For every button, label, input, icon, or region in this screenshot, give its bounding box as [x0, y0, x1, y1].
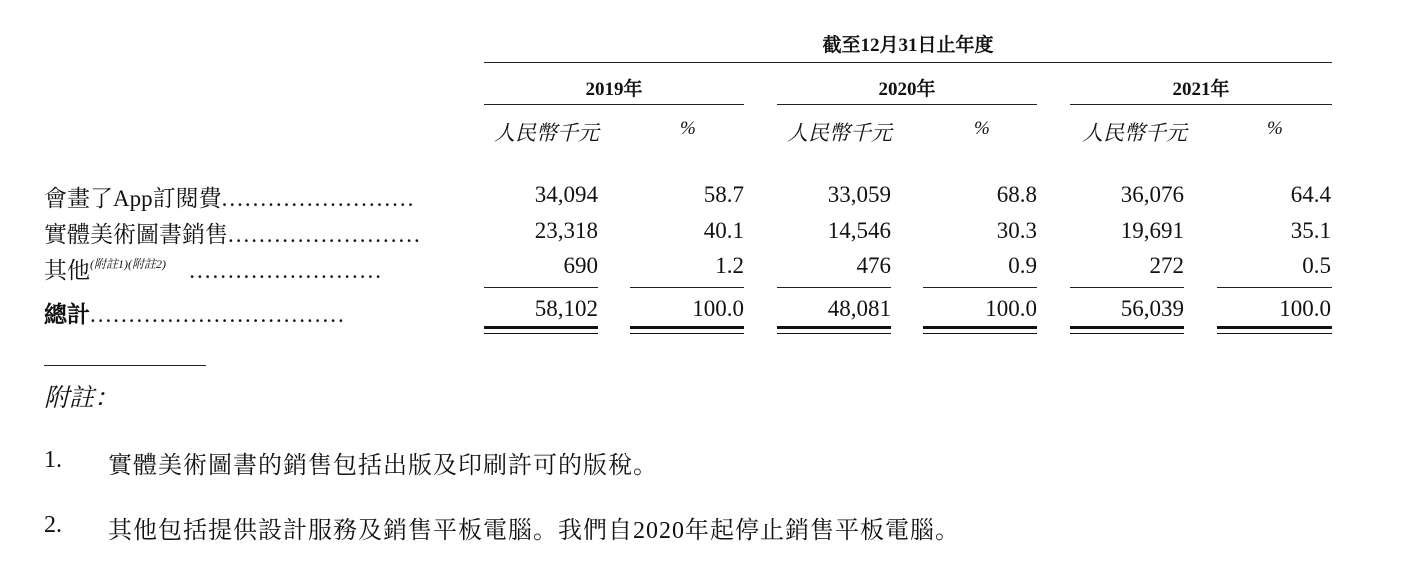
year-rule-2019: [484, 104, 744, 105]
pct-label-2021: %: [1267, 118, 1283, 139]
cell-total-2019-pct: 100.0: [692, 296, 744, 321]
cell-books-2019-amount: 23,318: [534, 218, 598, 243]
header-rule: [484, 62, 1332, 63]
notes-separator: [44, 365, 206, 366]
cell-total-2020-amount: 48,081: [827, 296, 891, 321]
row-note-other: (附註1)(附註2): [90, 257, 166, 271]
cell-other-2021-pct: 0.5: [1302, 253, 1331, 278]
cell-other-2019-amount: 690: [563, 253, 598, 278]
unit-label-2021: 人民幣千元: [1082, 121, 1187, 145]
period-header: 截至12月31日止年度: [822, 35, 994, 56]
cell-books-2019-pct: 40.1: [703, 218, 744, 243]
cell-sub-2021-pct: 64.4: [1290, 182, 1331, 207]
year-rule-2020: [777, 104, 1037, 105]
row-label-books: 實體美術圖書銷售.........................: [44, 222, 422, 247]
cell-total-2019-amount: 58,102: [534, 296, 598, 321]
cell-sub-2019-pct: 58.7: [703, 182, 744, 207]
year-header-2020: 2020年: [878, 79, 936, 100]
cell-other-2021-amount: 272: [1149, 253, 1184, 278]
total-double-rule: [1070, 326, 1184, 334]
pct-label-2019: %: [680, 118, 696, 139]
cell-total-2021-pct: 100.0: [1279, 296, 1331, 321]
total-double-rule: [1217, 326, 1332, 334]
cell-other-2019-pct: 1.2: [715, 253, 744, 278]
unit-label-2019: 人民幣千元: [494, 121, 599, 145]
note-2-number: 2.: [44, 512, 62, 538]
notes-title: 附註：: [44, 385, 120, 412]
unit-label-2020: 人民幣千元: [787, 121, 892, 145]
cell-sub-2020-pct: 68.8: [996, 182, 1037, 207]
cell-sub-2019-amount: 34,094: [534, 182, 598, 207]
pct-label-2020: %: [974, 118, 990, 139]
row-label-subscription: 會畫了App訂閱費.........................: [44, 186, 416, 211]
subtotal-rule: [923, 287, 1037, 288]
cell-sub-2021-amount: 36,076: [1120, 182, 1184, 207]
cell-books-2020-pct: 30.3: [996, 218, 1037, 243]
year-rule-2021: [1070, 104, 1332, 105]
year-header-2019: 2019年: [585, 79, 643, 100]
row-label-total: 總計.................................: [44, 302, 346, 327]
cell-books-2020-amount: 14,546: [827, 218, 891, 243]
year-header-2021: 2021年: [1172, 79, 1230, 100]
row-label-other: 其他$^{(附註1)(附註2)}$ .........................: [44, 257, 383, 283]
subtotal-rule: [1070, 287, 1184, 288]
subtotal-rule: [484, 287, 598, 288]
total-double-rule: [630, 326, 744, 334]
cell-books-2021-amount: 19,691: [1120, 218, 1184, 243]
cell-sub-2020-amount: 33,059: [827, 182, 891, 207]
cell-other-2020-pct: 0.9: [1008, 253, 1037, 278]
total-double-rule: [484, 326, 598, 334]
subtotal-rule: [630, 287, 744, 288]
cell-books-2021-pct: 35.1: [1290, 218, 1331, 243]
total-double-rule: [777, 326, 891, 334]
note-2-text: 其他包括提供設計服務及銷售平板電腦。我們自2020年起停止銷售平板電腦。: [108, 518, 960, 544]
note-1-text: 實體美術圖書的銷售包括出版及印刷許可的版稅。: [108, 453, 658, 479]
note-1-number: 1.: [44, 447, 62, 473]
cell-total-2021-amount: 56,039: [1120, 296, 1184, 321]
total-double-rule: [923, 326, 1037, 334]
cell-total-2020-pct: 100.0: [985, 296, 1037, 321]
subtotal-rule: [777, 287, 891, 288]
subtotal-rule: [1217, 287, 1332, 288]
cell-other-2020-amount: 476: [856, 253, 891, 278]
